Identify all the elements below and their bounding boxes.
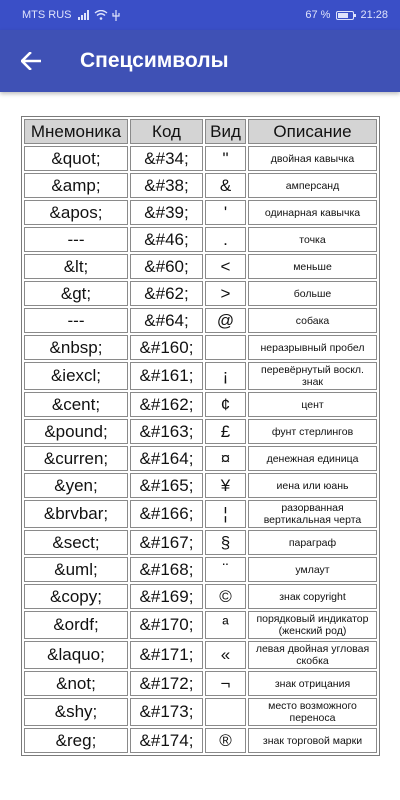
- cell-code: &#62;: [130, 281, 203, 306]
- cell-description: денежная единица: [248, 446, 377, 471]
- entities-table: [21, 116, 380, 756]
- app-bar: [0, 30, 400, 92]
- cell-view: [205, 698, 246, 726]
- cell-code: &#168;: [130, 557, 203, 582]
- cell-description: перевёрнутый воскл. знак: [248, 362, 377, 390]
- table-row: [24, 335, 377, 360]
- cell-description: знак copyright: [248, 584, 377, 609]
- cell-description: неразрывный пробел: [248, 335, 377, 360]
- cell-view: ¨: [205, 557, 246, 582]
- cell-view: ¢: [205, 392, 246, 417]
- table-row: [24, 254, 377, 279]
- cell-view: ¤: [205, 446, 246, 471]
- cell-description: меньше: [248, 254, 377, 279]
- cell-code: &#166;: [130, 500, 203, 528]
- cell-mnemonic: &brvbar;: [24, 500, 128, 528]
- battery-icon: [336, 11, 354, 20]
- cell-mnemonic: &yen;: [24, 473, 128, 498]
- cell-mnemonic: &apos;: [24, 200, 128, 225]
- table-row: [24, 200, 377, 225]
- column-header-description: Описание: [248, 119, 377, 144]
- cell-description: умлаут: [248, 557, 377, 582]
- clock: 21:28: [360, 9, 388, 21]
- cell-code: &#169;: [130, 584, 203, 609]
- cell-code: &#172;: [130, 671, 203, 696]
- cell-mnemonic: &amp;: [24, 173, 128, 198]
- signal-icon: [78, 10, 90, 20]
- cell-description: порядковый индикатор (женский род): [248, 611, 377, 639]
- table-row: [24, 584, 377, 609]
- cell-view: [205, 335, 246, 360]
- cell-mnemonic: &pound;: [24, 419, 128, 444]
- back-button[interactable]: [0, 30, 62, 92]
- cell-view: ®: [205, 728, 246, 753]
- cell-mnemonic: ---: [24, 308, 128, 333]
- cell-code: &#34;: [130, 146, 203, 171]
- cell-view: ¬: [205, 671, 246, 696]
- usb-icon: [112, 10, 120, 21]
- table-header-row: [24, 119, 377, 144]
- table-row: [24, 728, 377, 753]
- cell-code: &#38;: [130, 173, 203, 198]
- cell-description: параграф: [248, 530, 377, 555]
- cell-view: «: [205, 641, 246, 669]
- table-row: [24, 557, 377, 582]
- page-title: Спецсимволы: [80, 49, 229, 72]
- column-header-code: Код: [130, 119, 203, 144]
- cell-description: фунт стерлингов: [248, 419, 377, 444]
- cell-description: больше: [248, 281, 377, 306]
- cell-mnemonic: &gt;: [24, 281, 128, 306]
- cell-mnemonic: ---: [24, 227, 128, 252]
- cell-mnemonic: &not;: [24, 671, 128, 696]
- arrow-left-icon: [21, 52, 41, 70]
- cell-mnemonic: &iexcl;: [24, 362, 128, 390]
- cell-code: &#64;: [130, 308, 203, 333]
- table-row: [24, 419, 377, 444]
- cell-mnemonic: &cent;: [24, 392, 128, 417]
- table-row: [24, 641, 377, 669]
- cell-view: ¡: [205, 362, 246, 390]
- cell-mnemonic: &ordf;: [24, 611, 128, 639]
- cell-mnemonic: &curren;: [24, 446, 128, 471]
- cell-description: знак отрицания: [248, 671, 377, 696]
- table-row: [24, 671, 377, 696]
- table-row: [24, 308, 377, 333]
- cell-mnemonic: &quot;: [24, 146, 128, 171]
- table-row: [24, 473, 377, 498]
- table-row: [24, 446, 377, 471]
- cell-description: цент: [248, 392, 377, 417]
- cell-description: разорванная вертикальная черта: [248, 500, 377, 528]
- table-row: [24, 281, 377, 306]
- cell-view: &: [205, 173, 246, 198]
- table-row: [24, 392, 377, 417]
- cell-mnemonic: &laquo;: [24, 641, 128, 669]
- cell-mnemonic: &uml;: [24, 557, 128, 582]
- cell-view: <: [205, 254, 246, 279]
- cell-mnemonic: &shy;: [24, 698, 128, 726]
- cell-description: двойная кавычка: [248, 146, 377, 171]
- cell-description: иена или юань: [248, 473, 377, 498]
- wifi-icon: [94, 10, 108, 20]
- cell-description: одинарная кавычка: [248, 200, 377, 225]
- table-row: [24, 698, 377, 726]
- cell-view: @: [205, 308, 246, 333]
- cell-code: &#165;: [130, 473, 203, 498]
- cell-code: &#174;: [130, 728, 203, 753]
- cell-code: &#161;: [130, 362, 203, 390]
- cell-view: .: [205, 227, 246, 252]
- cell-code: &#173;: [130, 698, 203, 726]
- table-row: [24, 500, 377, 528]
- entities-table-container[interactable]: [21, 116, 380, 800]
- cell-code: &#160;: [130, 335, 203, 360]
- cell-view: ': [205, 200, 246, 225]
- cell-view: ©: [205, 584, 246, 609]
- cell-view: £: [205, 419, 246, 444]
- cell-description: место возможного переноса: [248, 698, 377, 726]
- cell-view: >: [205, 281, 246, 306]
- cell-description: знак торговой марки: [248, 728, 377, 753]
- cell-code: &#39;: [130, 200, 203, 225]
- cell-view: ": [205, 146, 246, 171]
- carrier-label: MTS RUS: [22, 9, 72, 21]
- cell-mnemonic: &copy;: [24, 584, 128, 609]
- cell-description: амперсанд: [248, 173, 377, 198]
- cell-view: ª: [205, 611, 246, 639]
- battery-percent: 67 %: [305, 9, 331, 21]
- cell-description: левая двойная угловая скобка: [248, 641, 377, 669]
- table-row: [24, 611, 377, 639]
- table-row: [24, 530, 377, 555]
- table-row: [24, 362, 377, 390]
- cell-description: точка: [248, 227, 377, 252]
- table-row: [24, 146, 377, 171]
- cell-description: собака: [248, 308, 377, 333]
- column-header-mnemonic: Мнемоника: [24, 119, 128, 144]
- cell-code: &#171;: [130, 641, 203, 669]
- cell-code: &#170;: [130, 611, 203, 639]
- table-row: [24, 227, 377, 252]
- cell-view: §: [205, 530, 246, 555]
- column-header-view: Вид: [205, 119, 246, 144]
- cell-mnemonic: &lt;: [24, 254, 128, 279]
- cell-code: &#60;: [130, 254, 203, 279]
- cell-mnemonic: &reg;: [24, 728, 128, 753]
- status-bar: [0, 0, 400, 30]
- cell-code: &#164;: [130, 446, 203, 471]
- cell-code: &#167;: [130, 530, 203, 555]
- cell-view: ¥: [205, 473, 246, 498]
- table-row: [24, 173, 377, 198]
- cell-mnemonic: &sect;: [24, 530, 128, 555]
- cell-code: &#162;: [130, 392, 203, 417]
- cell-code: &#46;: [130, 227, 203, 252]
- cell-view: ¦: [205, 500, 246, 528]
- cell-code: &#163;: [130, 419, 203, 444]
- cell-mnemonic: &nbsp;: [24, 335, 128, 360]
